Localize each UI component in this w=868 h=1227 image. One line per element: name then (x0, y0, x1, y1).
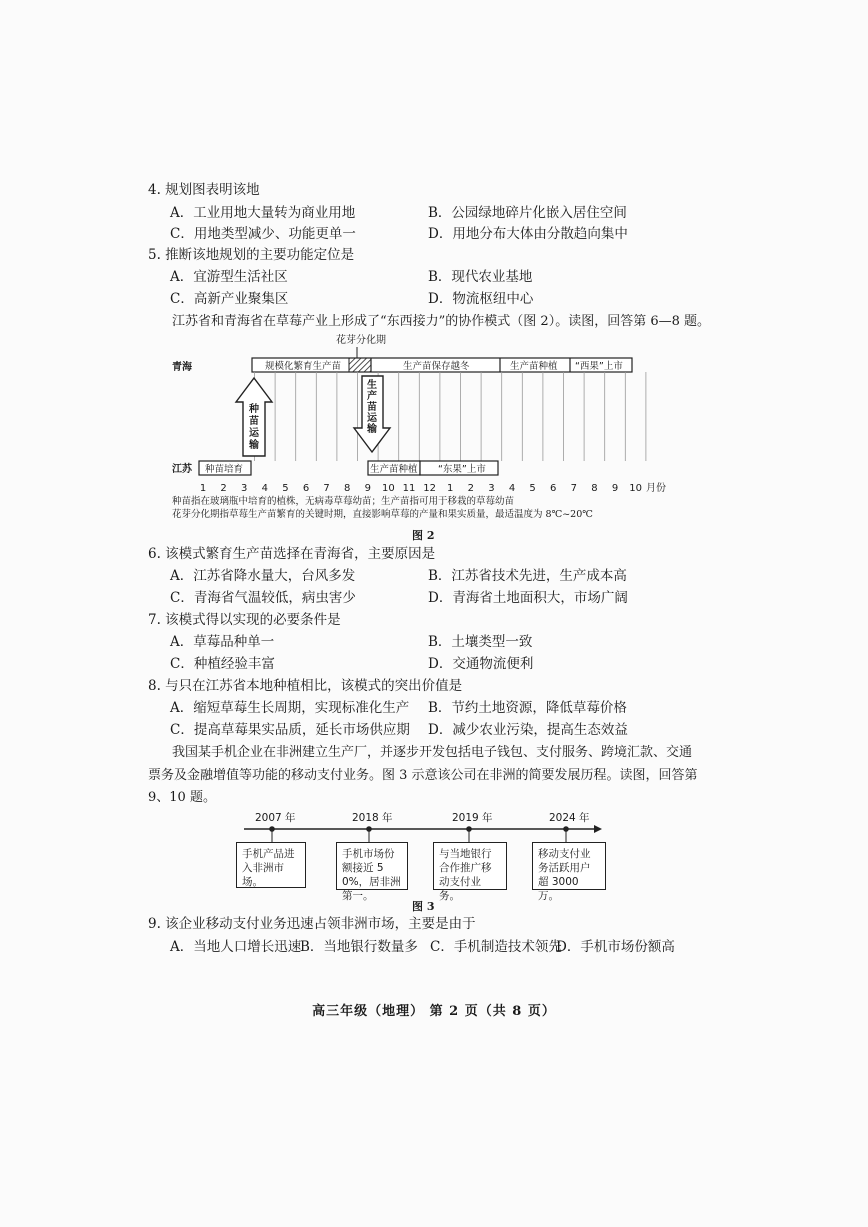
q6-option-b[interactable]: B．江苏省技术先进，生产成本高 (428, 568, 627, 584)
seg-q4: “西果”上市 (575, 361, 623, 372)
q7-option-a[interactable]: A．草莓品种单一 (170, 634, 275, 650)
q4-option-b[interactable]: B．公园绿地碎片化嵌入居住空间 (428, 205, 627, 221)
month-tick-label: 1 (199, 483, 207, 494)
month-tick-label: 1 (447, 483, 454, 494)
q6-option-a[interactable]: A．江苏省降水量大，台风多发 (170, 568, 356, 584)
fig2-caption: 图 2 (412, 529, 435, 542)
q5-option-d[interactable]: D．物流枢纽中心 (428, 291, 534, 307)
year-2018: 2018 年 (352, 812, 393, 824)
month-unit: 月份 (646, 483, 666, 494)
q9-stem: 9. 该企业移动支付业务迅速占领非洲市场，主要是由于 (148, 916, 476, 932)
month-tick-label: 3 (241, 483, 248, 494)
month-tick-label: 2 (220, 483, 227, 494)
q8-stem: 8. 与只在江苏省本地种植相比，该模式的突出价值是 (148, 678, 463, 694)
q8-option-a[interactable]: A．缩短草莓生长周期，实现标准化生产 (170, 700, 410, 716)
month-tick-label: 7 (323, 483, 330, 494)
seg-j2: 生产苗种植 (370, 464, 418, 475)
intro-fig3-line1: 我国某手机企业在非洲建立生产厂，并逐步开发包括电子钱包、支付服务、跨境汇款、交通 (172, 745, 693, 760)
q4-option-a[interactable]: A．工业用地大量转为商业用地 (170, 205, 356, 221)
q7-option-b[interactable]: B．土壤类型一致 (428, 634, 533, 650)
fig3-caption: 图 3 (412, 900, 435, 913)
q6-option-d[interactable]: D．青海省土地面积大，市场广阔 (428, 590, 628, 606)
seg-q1: 规模化繁育生产苗 (265, 361, 342, 372)
seg-j1: 种苗培育 (205, 464, 244, 475)
month-tick-label: 5 (529, 483, 536, 494)
month-tick-label: 7 (570, 483, 577, 494)
q7-option-d[interactable]: D．交通物流便利 (428, 656, 534, 672)
month-tick-label: 6 (302, 483, 310, 494)
month-tick-label: 11 (402, 483, 416, 494)
q7-option-c[interactable]: C．种植经验丰富 (170, 656, 275, 672)
q4-option-c[interactable]: C．用地类型减少、功能更单一 (170, 226, 356, 242)
q9-option-c[interactable]: C．手机制造技术领先 (430, 939, 562, 955)
q5-option-c[interactable]: C．高新产业聚集区 (170, 291, 289, 307)
q4-stem: 4. 规划图表明该地 (148, 182, 260, 198)
intro-fig2: 江苏省和青海省在草莓产业上形成了“东西接力”的协作模式（图 2）。读图，回答第 6—8 题。 (172, 314, 711, 329)
q6-stem: 6. 该模式繁育生产苗选择在青海省，主要原因是 (148, 546, 436, 562)
q9-option-a[interactable]: A．当地人口增长迅速 (170, 939, 302, 955)
month-tick-label: 4 (508, 483, 516, 494)
q7-stem: 7. 该模式得以实现的必要条件是 (148, 612, 341, 628)
seg-j3: “东果”上市 (438, 464, 486, 475)
milestone-2007: 手机产品进入非洲市场。 (236, 842, 306, 888)
month-tick-label: 12 (423, 483, 436, 494)
q4-option-d[interactable]: D．用地分布大体由分散趋向集中 (428, 226, 628, 242)
month-tick-label: 8 (344, 483, 351, 494)
fig2-note-2: 花芽分化期指草莓生产苗繁育的关键时期，直接影响草莓的产量和果实质量，最适温度为 8℃~20℃ (172, 509, 593, 520)
qinghai-label: 青海 (172, 362, 192, 373)
flower-period-label: 花芽分化期 (336, 335, 386, 346)
fig2-note-1: 种苗指在玻璃瓶中培育的植株，无病毒草莓幼苗；生产苗指可用于移栽的草莓幼苗 (172, 496, 515, 507)
page-footer: 高三年级（地理） 第 2 页（共 8 页） (312, 1004, 556, 1019)
month-tick-label: 9 (364, 483, 371, 494)
month-tick-label: 5 (282, 483, 289, 494)
timeline-arrowhead (594, 825, 602, 833)
year-2007: 2007 年 (255, 812, 296, 824)
q5-stem: 5. 推断该地规划的主要功能定位是 (148, 247, 355, 263)
seg-q3: 生产苗种植 (510, 361, 558, 372)
month-tick-label: 10 (382, 483, 395, 494)
milestone-2024: 移动支付业务活跃用户超 3000 万。 (532, 842, 606, 890)
seg-q2: 生产苗保存越冬 (403, 361, 470, 372)
q8-option-d[interactable]: D．减少农业污染，提高生态效益 (428, 722, 628, 738)
month-tick-label: 4 (261, 483, 268, 494)
q9-option-b[interactable]: B．当地银行数量多 (300, 939, 418, 955)
month-tick-label: 3 (488, 483, 495, 494)
milestone-2019: 与当地银行合作推广移动支付业务。 (433, 842, 507, 890)
intro-fig3-line3: 9、10 题。 (148, 790, 216, 805)
svg-text:种苗运输: 种苗运输 (249, 404, 259, 451)
q8-option-b[interactable]: B．节约土地资源，降低草莓价格 (428, 700, 627, 716)
milestone-2018: 手机市场份额接近 50%，居非洲第一。 (336, 842, 408, 890)
month-tick-label: 2 (467, 483, 474, 494)
q5-option-a[interactable]: A．宜游型生活社区 (170, 269, 288, 285)
month-tick-label: 9 (611, 483, 619, 494)
svg-text:生产苗运输: 生产苗运输 (367, 380, 377, 435)
year-2019: 2019 年 (452, 812, 493, 824)
year-2024: 2024 年 (549, 812, 590, 824)
jiangsu-label: 江苏 (172, 464, 192, 475)
month-tick-label: 10 (629, 483, 642, 494)
intro-fig3-line2: 票务及金融增值等功能的移动支付业务。图 3 示意该公司在非洲的简要发展历程。读图，回答第 (148, 768, 698, 783)
q8-option-c[interactable]: C．提高草莓果实品质，延长市场供应期 (170, 722, 410, 738)
q5-option-b[interactable]: B．现代农业基地 (428, 269, 533, 285)
q6-option-c[interactable]: C．青海省气温较低，病虫害少 (170, 590, 356, 606)
month-tick-label: 8 (591, 483, 598, 494)
month-tick-label: 6 (550, 483, 557, 494)
q9-option-d[interactable]: D．手机市场份额高 (556, 939, 675, 955)
